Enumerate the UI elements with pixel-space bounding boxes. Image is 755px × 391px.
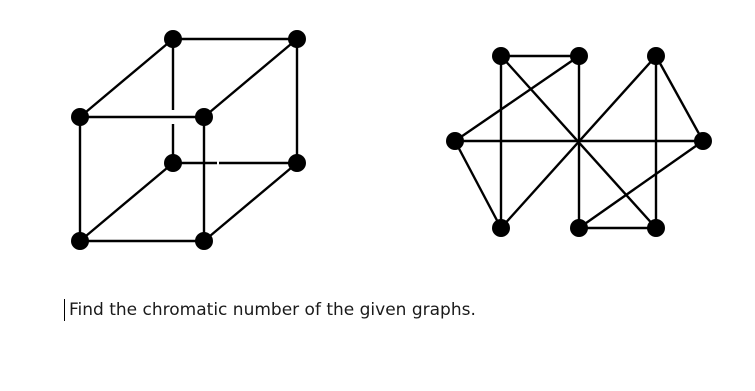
cube-graph-vertex-front-top-left (71, 108, 89, 126)
star-graph-edge-left--bottom-a (455, 141, 501, 228)
star-graph-vertex-left (446, 132, 464, 150)
text-cursor (64, 299, 65, 321)
cube-graph-vertex-back-bottom-right (288, 154, 306, 172)
star-graph-vertex-bottom-b (570, 219, 588, 237)
star-graph-vertex-top-b (570, 47, 588, 65)
star-graph-vertex-right (694, 132, 712, 150)
star-graph-edge-top-b--left (455, 56, 579, 141)
crossed-graph (446, 47, 712, 237)
cube-graph-edge-front-bottom-left--back-bottom-left (80, 163, 173, 241)
question-line[interactable] (64, 298, 476, 322)
cube-graph-vertex-front-bottom-left (71, 232, 89, 250)
cube-graph-vertex-back-bottom-left (164, 154, 182, 172)
cube-graph-vertex-back-top-right (288, 30, 306, 48)
cube-graph-edge-front-top-right--back-top-right (204, 39, 297, 117)
star-graph-edge-right--bottom-b (579, 141, 703, 228)
cube-graph-edge-front-top-left--back-top-left (80, 39, 173, 117)
cube-graph (71, 30, 306, 250)
star-graph-vertex-bottom-c (647, 219, 665, 237)
star-graph-edge-top-c--right (656, 56, 703, 141)
star-graph-vertex-top-c (647, 47, 665, 65)
cube-graph-edge-front-bottom-right--back-bottom-right (204, 163, 297, 241)
question-text: Find the chromatic number of the given graphs. (69, 300, 476, 320)
cube-graph-vertex-front-bottom-right (195, 232, 213, 250)
star-graph-vertex-top-a (492, 47, 510, 65)
cube-graph-vertex-back-top-left (164, 30, 182, 48)
cube-graph-vertex-front-top-right (195, 108, 213, 126)
star-graph-vertex-bottom-a (492, 219, 510, 237)
